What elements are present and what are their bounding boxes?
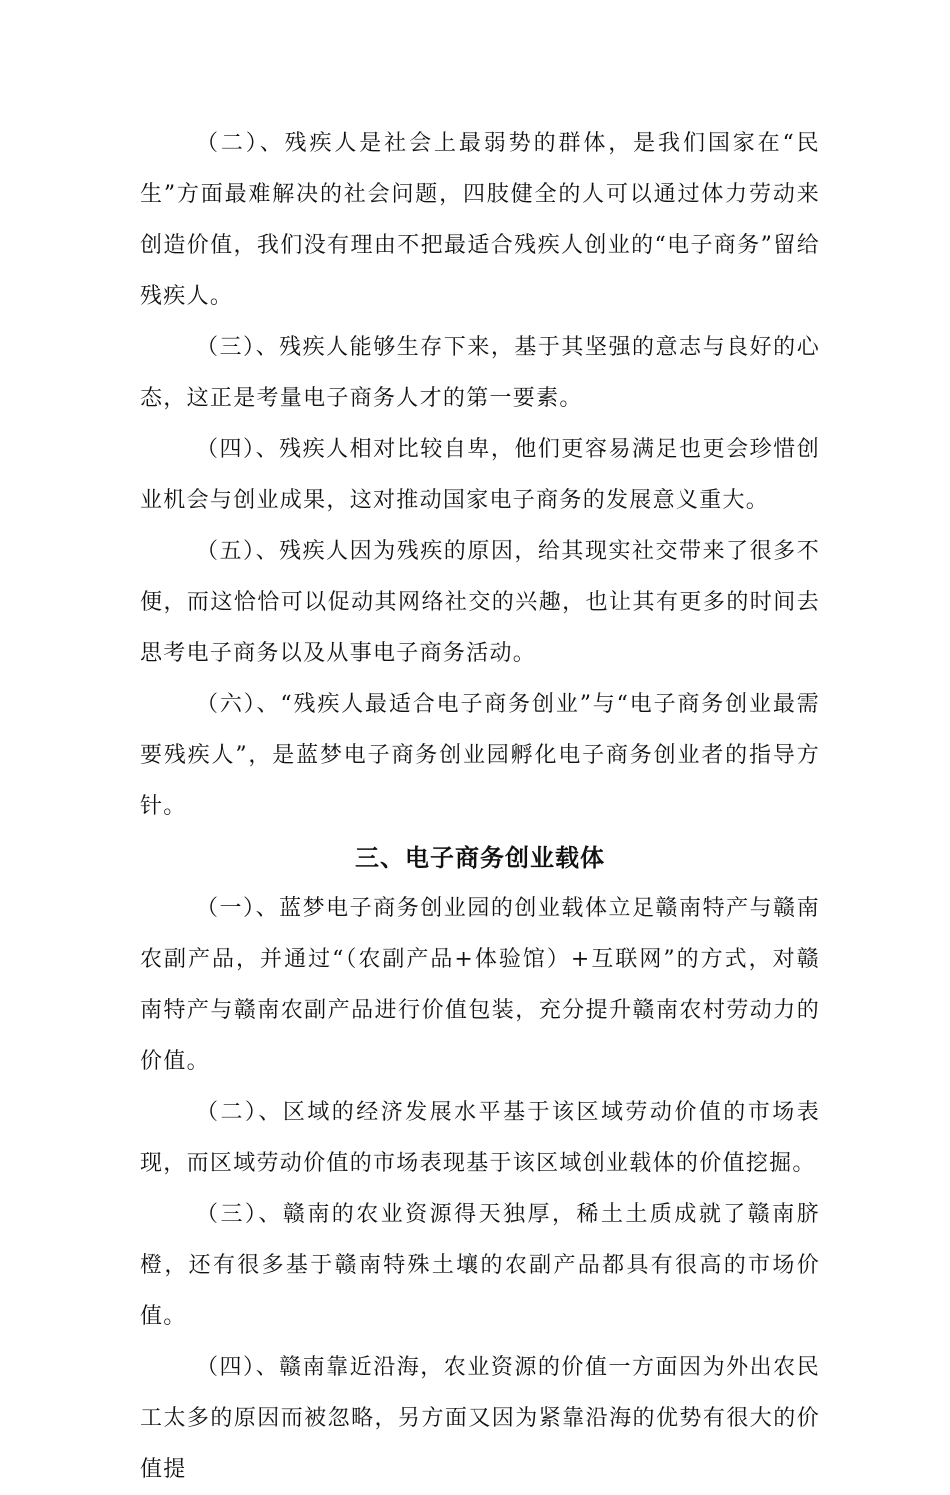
paragraph-carrier-1: （一）、蓝梦电子商务创业园的创业载体立足赣南特产与赣南农副产品，并通过“（农副产品+体验馆）+互联网”的方式，对赣南特产与赣南农副产品进行价值包装，充分提升赣南农村劳动力的价值。: [140, 896, 820, 1074]
paragraph-5-online-social: （五）、残疾人因为残疾的原因，给其现实社交带来了很多不便，而这恰恰可以促动其网络社交的兴趣，也让其有更多的时间去思考电子商务以及从事电子商务活动。: [140, 539, 820, 666]
paragraph-carrier-3: （三）、赣南的农业资源得天独厚，稀土土质成就了赣南脐橙，还有很多基于赣南特殊土壤的农副产品都具有很高的市场价值。: [140, 1202, 820, 1329]
document-body: [140, 118, 820, 1495]
paragraph-4-cherish-opportunity: （四）、残疾人相对比较自卑，他们更容易满足也更会珍惜创业机会与创业成果，这对推动国家电子商务的发展意义重大。: [140, 437, 820, 513]
paragraph-3-strong-will: （三）、残疾人能够生存下来，基于其坚强的意志与良好的心态，这正是考量电子商务人才的第一要素。: [140, 335, 820, 411]
paragraph-carrier-2: （二）、区域的经济发展水平基于该区域劳动价值的市场表现，而区域劳动价值的市场表现基于该区域创业载体的价值挖掘。: [140, 1100, 820, 1176]
paragraph-6-guiding-principle: （六）、“残疾人最适合电子商务创业”与“电子商务创业最需要残疾人”，是蓝梦电子商务创业园孵化电子商务创业者的指导方针。: [140, 692, 820, 819]
section-heading: 三、电子商务创业载体: [355, 843, 605, 872]
paragraph-carrier-4: （四）、赣南靠近沿海，农业资源的价值一方面因为外出农民工太多的原因而被忽略，另方面又因为紧靠沿海的优势有很大的价值提: [140, 1355, 820, 1482]
paragraph-2-disabled-weakest-group: （二）、残疾人是社会上最弱势的群体，是我们国家在“民生”方面最难解决的社会问题，四肢健全的人可以通过体力劳动来创造价值，我们没有理由不把最适合残疾人创业的“电子商务”留给残疾人。: [140, 131, 820, 309]
